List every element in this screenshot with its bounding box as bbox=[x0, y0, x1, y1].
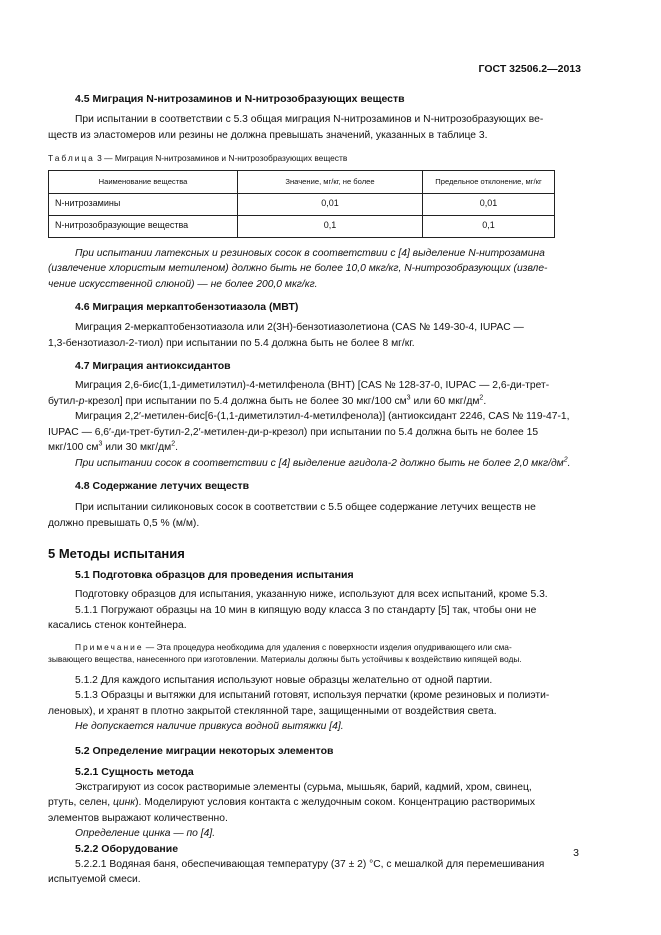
paragraph-4-7: Миграция 2,6-бис(1,1-диметилэтил)-4-метилфенола (ВНТ) [CAS № 128-37-0, IUPAC — 2,6-ди-трет- бутил-р-крезол] при испытании по 5.4 должна быть не более 30 мкг/100 $см^3$ или 60 мкг/$дм^2$. Миграция 2,2′-метилен-бис[6-(1,1-диметилэтил-4-метилфенола)] (антиоксидант 2246, CAS № 119-47-1, IUPAC — 6,6′-ди-трет-бутил-2,2′-метилен-ди-р-крезол) при испытании по 5.4 должна быть не более 15 мкг/100 $см^3$ или 30 мкг/$дм^2$. При испытании сосок в соответствии с [4] выделение агидола-2 должно быть не более 2,0 мкг/$дм^2$. bbox=[48, 380, 571, 469]
section-4-5-title: 4.5 Миграция N-нитрозаминов и N-нитрозобразующих веществ bbox=[75, 93, 405, 105]
table-row bbox=[49, 193, 555, 215]
section-4-6-title: 4.6 Миграция меркаптобензотиазола (МВТ) bbox=[75, 301, 299, 313]
document-header: ГОСТ 32506.2—2013 bbox=[478, 63, 581, 75]
section-5-2-1-title: 5.2.1 Сущность метода bbox=[75, 765, 194, 778]
table-header-cell: Предельное отклонение, мг/кг bbox=[423, 170, 555, 193]
paragraph-5-2-2: 5.2.2.1 Водяная баня, обеспечивающая температуру (37 ± 2) °С, с мешалкой для перемешивания испытуемой смеси. bbox=[48, 858, 545, 885]
page-number: 3 bbox=[573, 847, 579, 859]
section-5-1-title: 5.1 Подготовка образцов для проведения испытания bbox=[75, 569, 354, 581]
migration-table bbox=[48, 170, 555, 238]
section-4-7-title: 4.7 Миграция антиоксидантов bbox=[75, 360, 231, 372]
table-cell: 0,1 bbox=[238, 215, 423, 237]
paragraph-4-8: При испытании силиконовых сосок в соответствии с 5.5 общее содержание летучих веществ не должно превышать 0,5 % (м/м). bbox=[48, 502, 536, 529]
table-header-cell: Наименование вещества bbox=[49, 170, 238, 193]
section-4-8-title: 4.8 Содержание летучих веществ bbox=[75, 480, 250, 492]
paragraph-4-5: При испытании в соответствии с 5.3 общая миграция N-нитрозаминов и N-нитрозобразующих ве- ществ из эластомеров или резины не должна превышать значений, указанных в таблице 3. bbox=[48, 114, 544, 141]
note-5-1-1: Примечание — Эта процедура необходима для удаления с поверхности изделия опудривающего или сма- зывающего вещества, нанесенного при изготовлении. Материалы должны быть устойчивы к воздействию кипящей воды. bbox=[48, 641, 522, 664]
table-header-row bbox=[49, 170, 555, 193]
table-row bbox=[49, 215, 555, 237]
table-cell: 0,1 bbox=[423, 215, 555, 237]
paragraph-5-2-1: Экстрагируют из сосок растворимые элементы (сурьма, мышьяк, барий, кадмий, хром, свинец, ртуть, селен, цинк). Моделируют условия контакта с желудочным соком. Концентрацию растворимых элементов выражают количественно. Определение цинка — по [4]. bbox=[48, 781, 535, 839]
table-cell: 0,01 bbox=[238, 193, 423, 215]
document-body bbox=[48, 92, 582, 888]
table-cell: 0,01 bbox=[423, 193, 555, 215]
paragraph-5-1-2: 5.1.2 Для каждого испытания используют новые образцы желательно от одной партии. 5.1.3 Образцы и вытяжки для испытаний готовят, используя перчатки (кроме резиновых и полиэти- леновых), и хранят в плотно закрытой стеклянной таре, защищенными от воздействия света. Не допускается наличие привкуса водной вытяжки [4]. bbox=[48, 674, 550, 732]
table-caption: Таблица 3 — Миграция N-нитрозаминов и N-нитрозобразующих веществ bbox=[48, 153, 348, 163]
paragraph-4-6: Миграция 2-меркаптобензотиазола или 2(3Н)-бензотиазолетиона (CAS № 149-30-4, IUPAC — 1,3-бензотиазол-2-тиол) при испытании по 5.4 должна быть не более 8 мг/кг. bbox=[48, 322, 524, 349]
paragraph-5-1: Подготовку образцов для испытания, указанную ниже, используют для всех испытаний, кроме 5.3. 5.1.1 Погружают образцы на 10 мин в кипящую воду класса 3 по стандарту [5] так, чтобы они не касались стенок контейнера. bbox=[48, 589, 548, 631]
table-header-cell: Значение, мг/кг, не более bbox=[238, 170, 423, 193]
section-5-title: 5 Методы испытания bbox=[48, 546, 185, 561]
section-5-2-title: 5.2 Определение миграции некоторых элементов bbox=[75, 744, 334, 757]
section-5-2-2-title: 5.2.2 Оборудование bbox=[75, 842, 179, 855]
note-4-5: При испытании латексных и резиновых сосок в соответствии с [4] выделение N-нитрозамина (извлечение хлористым метиленом) должно быть не более 10,0 мкг/кг, N-нитрозобразующих (извле- чение искусственной слюной) — не более 200,0 мкг/кг. bbox=[48, 247, 548, 290]
table-cell: N-нитрозобразующие вещества bbox=[49, 215, 238, 237]
table-cell: N-нитрозамины bbox=[49, 193, 238, 215]
